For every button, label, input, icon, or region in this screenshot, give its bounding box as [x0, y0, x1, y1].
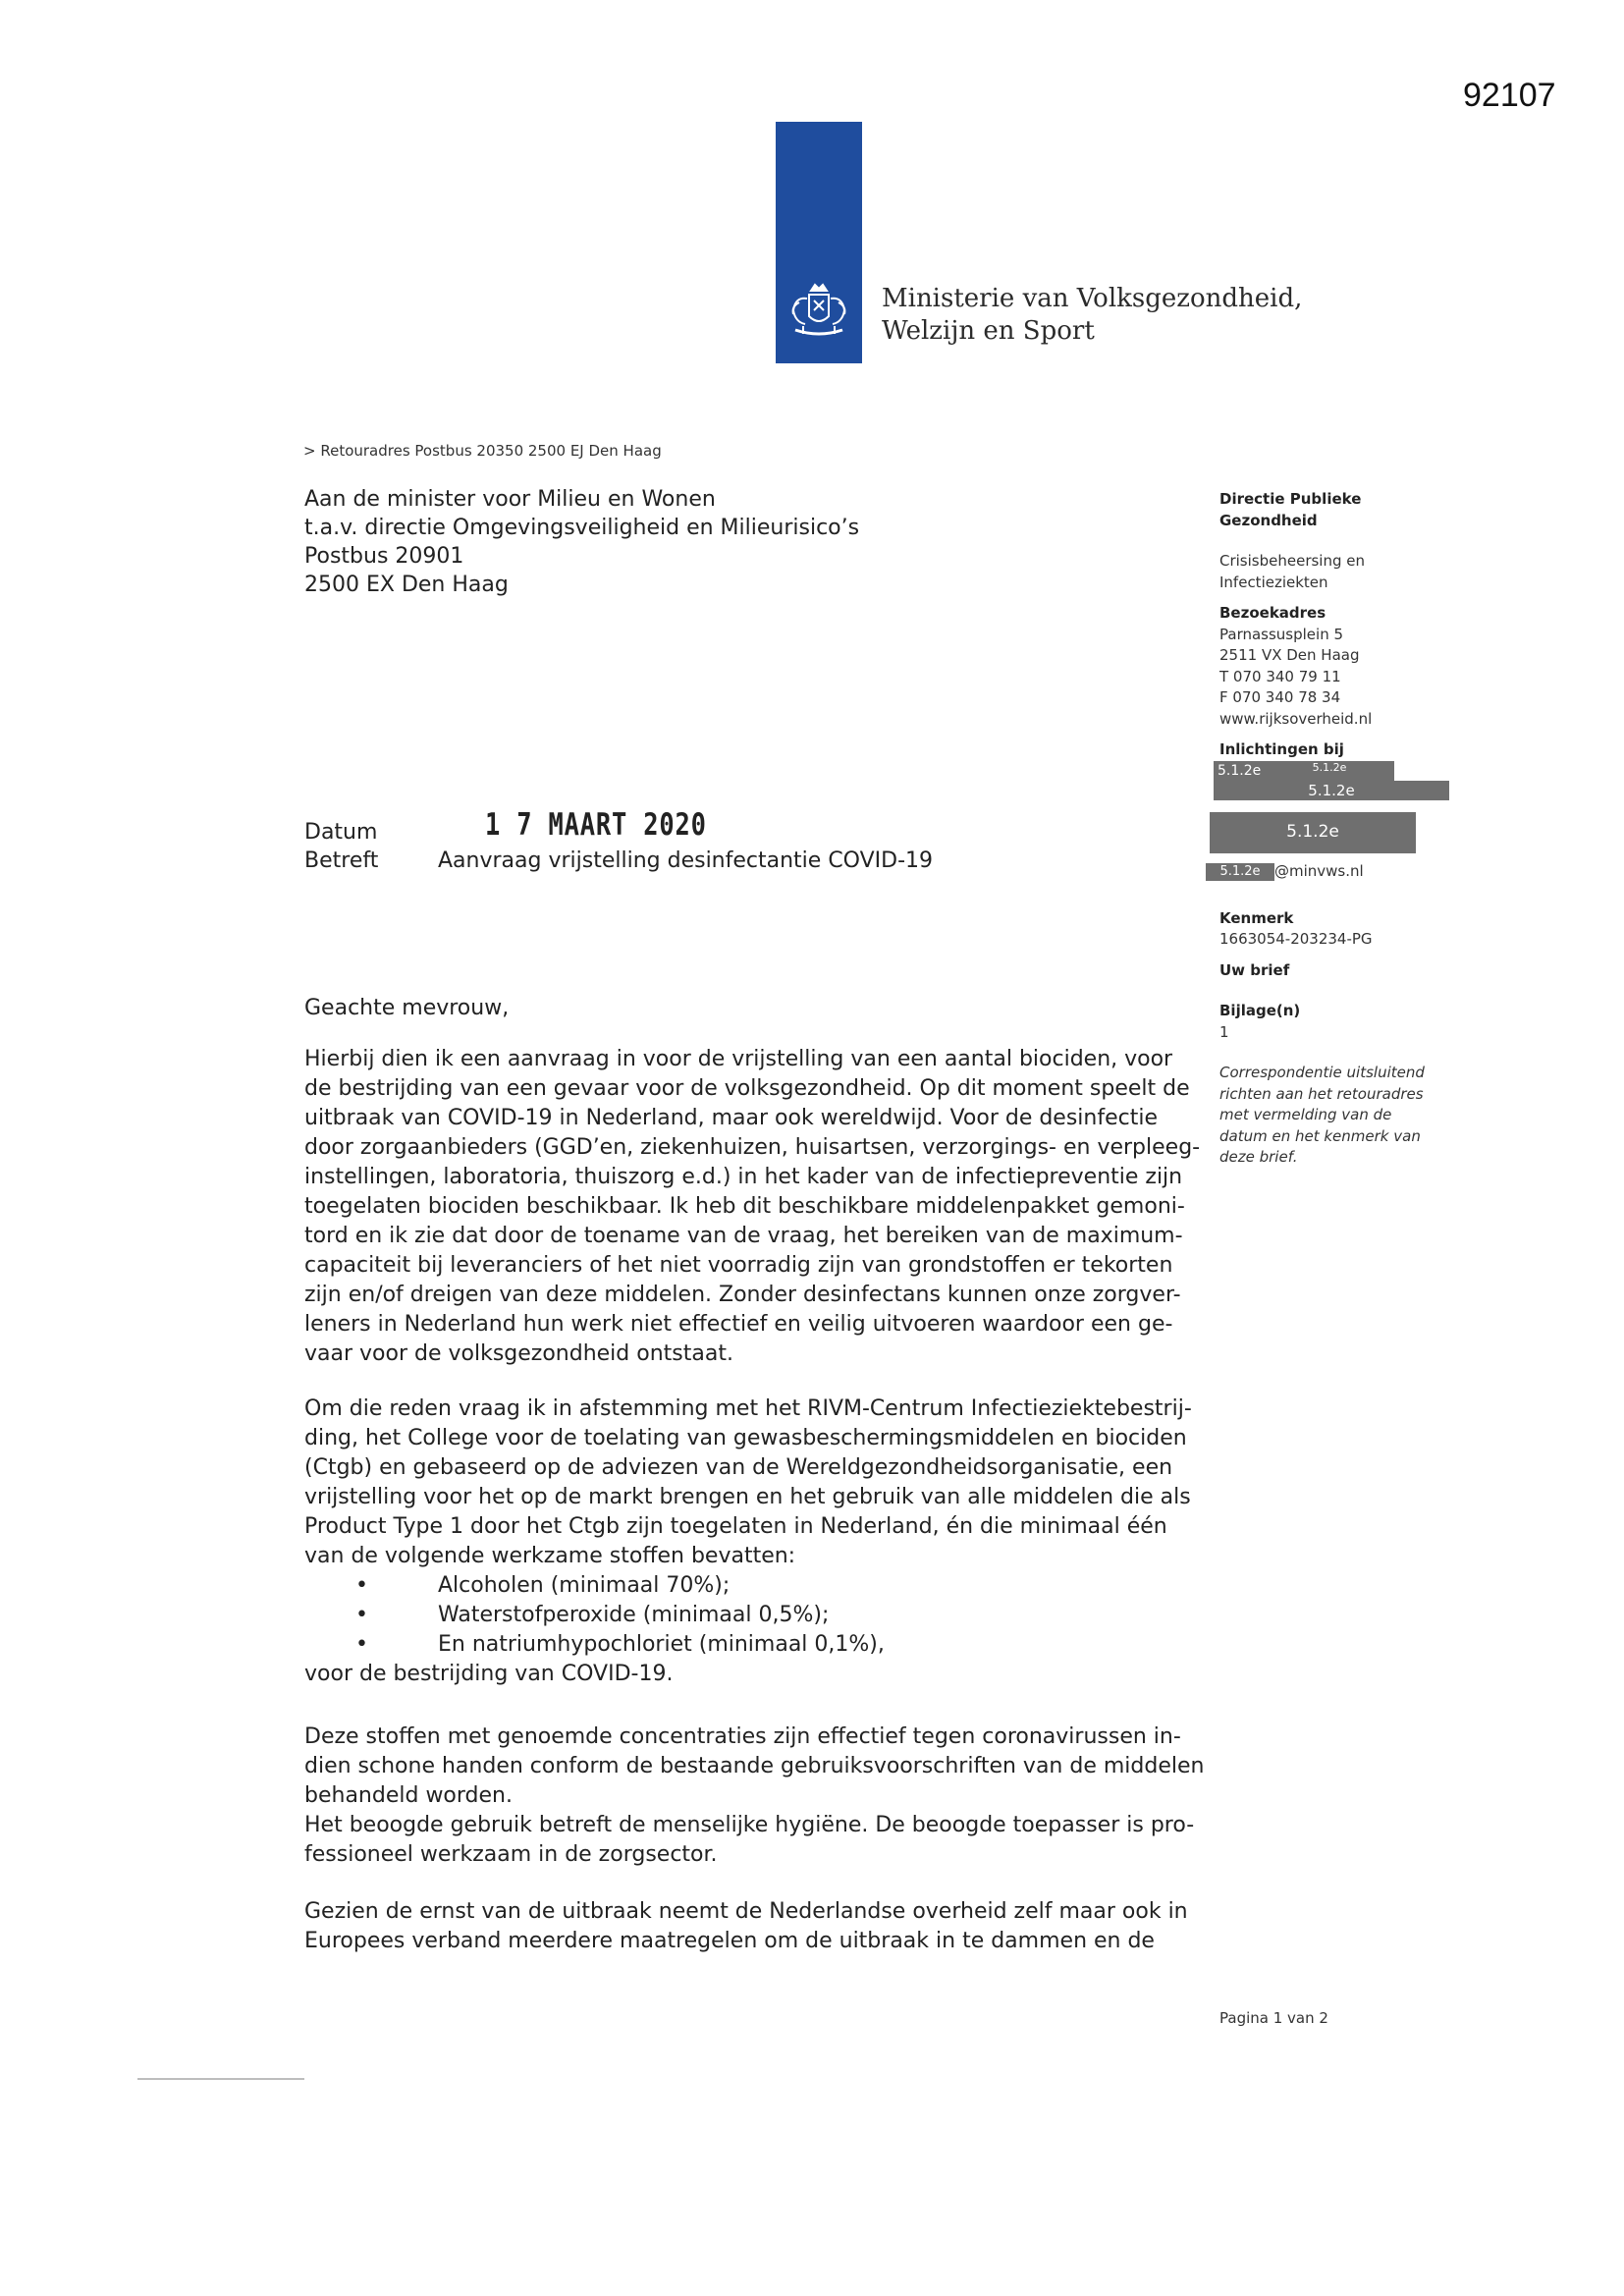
redaction-box: 5.1.2e	[1214, 761, 1394, 781]
website-link[interactable]: www.rijksoverheid.nl	[1219, 709, 1373, 728]
phone-number: T 070 340 79 11	[1219, 667, 1341, 685]
fax-number: F 070 340 78 34	[1219, 688, 1341, 706]
list-item-text: Waterstofperoxide (minimaal 0,5%);	[438, 1603, 830, 1627]
text-line: door zorgaanbieders (GGD’en, ziekenhuizen, huisartsen, verzorgings- en verpleeg-	[304, 1135, 1201, 1160]
ministry-name-line-1: Ministerie van Volksgezondheid,	[882, 284, 1303, 313]
text-line: zijn en/of dreigen van deze middelen. Zonder desinfectans kunnen onze zorgver-	[304, 1283, 1181, 1307]
text-line: ding, het College voor de toelating van gewasbeschermingsmiddelen en biociden	[304, 1426, 1187, 1450]
paragraph-2	[304, 1394, 1198, 1689]
text-line: uitbraak van COVID-19 in Nederland, maar ook wereldwijd. Voor de desinfectie	[304, 1106, 1159, 1130]
date-stamp: 1 7 MAART 2020	[485, 807, 707, 843]
list-item	[304, 1630, 1198, 1660]
sidebar-info	[1219, 489, 1455, 1169]
list-item	[304, 1601, 1198, 1630]
text-line: leners in Nederland hun werk niet effectief en veilig uitvoeren waardoor een ge-	[304, 1312, 1173, 1337]
text-line: Om die reden vraag ik in afstemming met het RIVM-Centrum Infectieziektebestrij-	[304, 1396, 1192, 1421]
redacted-contact-block	[1219, 761, 1455, 908]
text-line: Gezien de ernst van de uitbraak neemt de Nederlandse overheid zelf maar ook in	[304, 1899, 1188, 1924]
text-line: tord en ik zie dat door de toename van de vraag, het bereiken van de maximum-	[304, 1224, 1183, 1248]
recipient-line: Postbus 20901	[304, 544, 464, 569]
scan-artifact-line	[137, 2078, 304, 2080]
text-line: toegelaten biociden beschikbaar. Ik heb dit beschikbare middelenpakket gemoni-	[304, 1194, 1185, 1219]
page-number: Pagina 1 van 2	[1219, 2009, 1328, 2027]
list-item	[304, 1571, 1198, 1601]
date-label: Datum	[304, 820, 378, 845]
your-letter-label: Uw brief	[1219, 960, 1290, 979]
visit-address-label: Bezoekadres	[1219, 604, 1326, 622]
unit-name: Crisisbeheersing en	[1219, 552, 1366, 570]
redaction-box: 5.1.2e	[1302, 761, 1357, 775]
subject-label: Betreft	[304, 848, 379, 873]
text-line: Het beoogde gebruik betreft de menselijke hygiëne. De beoogde toepasser is pro-	[304, 1813, 1195, 1837]
text-line: Europees verband meerdere maatregelen om de uitbraak in te dammen en de	[304, 1929, 1155, 1953]
bullet-icon: •	[355, 1573, 368, 1598]
text-line: Deze stoffen met genoemde concentraties zijn effectief tegen coronavirussen in-	[304, 1724, 1181, 1749]
text-line: de bestrijding van een gevaar voor de volksgezondheid. Op dit moment speelt de	[304, 1076, 1190, 1101]
redaction-box: 5.1.2e	[1210, 812, 1416, 853]
reference-label: Kenmerk	[1219, 908, 1294, 927]
correspondence-note: deze brief.	[1219, 1148, 1298, 1166]
text-line: van de volgende werkzame stoffen bevatten:	[304, 1544, 796, 1568]
list-item-text: En natriumhypochloriet (minimaal 0,1%),	[438, 1632, 885, 1657]
redaction-box: 5.1.2e	[1214, 781, 1449, 800]
ministry-name	[882, 283, 1302, 348]
correspondence-note: met vermelding van de	[1219, 1106, 1392, 1123]
paragraph-4	[304, 1897, 1198, 1956]
bullet-icon: •	[355, 1603, 368, 1627]
reference-value: 1663054-203234-PG	[1219, 930, 1373, 948]
visit-address-line: 2511 VX Den Haag	[1219, 646, 1360, 664]
coat-of-arms-icon	[782, 277, 856, 352]
list-item-text: Alcoholen (minimaal 70%);	[438, 1573, 731, 1598]
paragraph-1	[304, 1045, 1201, 1369]
correspondence-note: richten aan het retouradres	[1219, 1084, 1424, 1103]
salutation: Geachte mevrouw,	[304, 996, 510, 1020]
recipient-line: Aan de minister voor Milieu en Wonen	[304, 487, 716, 512]
ministry-name-line-2: Welzijn en Sport	[882, 316, 1095, 346]
text-line: (Ctgb) en gebaseerd op de adviezen van de Wereldgezondheidsorganisatie, een	[304, 1455, 1173, 1480]
correspondence-note: Correspondentie uitsluitend	[1219, 1064, 1425, 1081]
visit-address-line: Parnassusplein 5	[1219, 625, 1344, 643]
text-line: vrijstelling voor het op de markt brengen en het gebruik van alle middelen die als	[304, 1485, 1191, 1509]
text-line: Hierbij dien ik een aanvraag in voor de vrijstelling van een aantal biociden, voor	[304, 1047, 1173, 1071]
text-line: fessioneel werkzaam in de zorgsector.	[304, 1842, 718, 1867]
attachments-label: Bijlage(n)	[1219, 1002, 1301, 1019]
recipient-line: 2500 EX Den Haag	[304, 573, 509, 597]
ministry-logo	[776, 122, 862, 363]
correspondence-note: datum en het kenmerk van	[1219, 1126, 1421, 1145]
unit-name: Infectieziekten	[1219, 573, 1328, 591]
text-line: dien schone handen conform de bestaande gebruiksvoorschriften van de middelen	[304, 1754, 1205, 1778]
text-line: Product Type 1 door het Ctgb zijn toegelaten in Nederland, én die minimaal één	[304, 1514, 1167, 1539]
text-line: behandeld worden.	[304, 1783, 513, 1808]
subject-value: Aanvraag vrijstelling desinfectantie COVID-19	[438, 848, 934, 873]
department-name: Gezondheid	[1219, 511, 1318, 529]
text-line: vaar voor de volksgezondheid ontstaat.	[304, 1341, 733, 1366]
info-label: Inlichtingen bij	[1219, 740, 1344, 758]
bullet-icon: •	[355, 1632, 368, 1657]
recipient-line: t.a.v. directie Omgevingsveiligheid en Milieurisico’s	[304, 516, 860, 540]
paragraph-3	[304, 1722, 1205, 1870]
document-number: 92107	[1463, 77, 1556, 114]
attachments-value: 1	[1219, 1022, 1229, 1041]
text-line: instellingen, laboratoria, thuiszorg e.d.) in het kader van de infectiepreventie zijn	[304, 1165, 1183, 1189]
text-line: voor de bestrijding van COVID-19.	[304, 1662, 674, 1686]
recipient-address	[304, 485, 859, 599]
email-suffix: @minvws.nl	[1274, 861, 1364, 880]
redaction-box: 5.1.2e	[1206, 863, 1274, 881]
return-address: > Retouradres Postbus 20350 2500 EJ Den Haag	[303, 442, 662, 460]
text-line: capaciteit bij leveranciers of het niet voorradig zijn van grondstoffen er tekorten	[304, 1253, 1173, 1278]
department-name: Directie Publieke	[1219, 490, 1362, 508]
